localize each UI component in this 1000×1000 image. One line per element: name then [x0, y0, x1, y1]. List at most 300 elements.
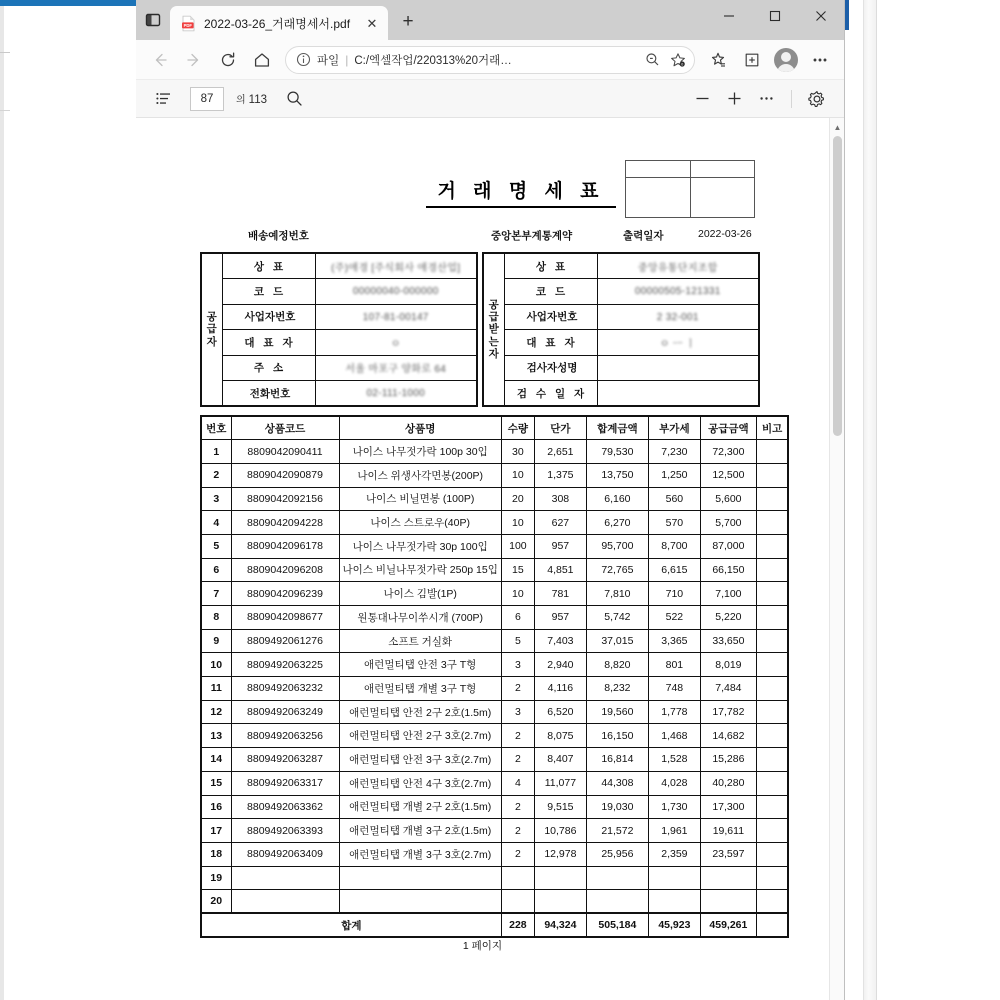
cell-num: 3 [201, 487, 231, 511]
cell-num: 7 [201, 582, 231, 606]
pdf-settings-button[interactable] [802, 84, 832, 114]
cell-name: 애런멀티탭 개별 2구 2호(1.5m) [339, 795, 501, 819]
cell-price: 4,851 [534, 558, 586, 582]
cell-sum: 95,700 [586, 534, 648, 558]
supplier-label-1: 코 드 [222, 279, 315, 305]
col-header-code: 상품코드 [231, 416, 339, 440]
home-icon [253, 51, 271, 69]
col-header-name: 상품명 [339, 416, 501, 440]
cell-code: 8809492063249 [231, 700, 339, 724]
cell-vat: 710 [648, 582, 700, 606]
total-note [756, 913, 788, 937]
total-supply: 459,261 [700, 913, 756, 937]
search-icon [286, 90, 303, 107]
cell-code: 8809042092156 [231, 487, 339, 511]
buyer-value-4 [597, 355, 759, 381]
cell-sum: 8,820 [586, 653, 648, 677]
total-vat: 45,923 [648, 913, 700, 937]
items-table-head [201, 416, 788, 440]
svg-text:0: 0 [681, 62, 684, 66]
cell-supply: 5,220 [700, 606, 756, 630]
favorite-star-icon[interactable] [668, 50, 688, 70]
buyer-value-0: 중앙유통단지조합 [597, 253, 759, 279]
cell-num: 4 [201, 511, 231, 535]
tab-actions-button[interactable] [136, 0, 170, 40]
cell-price: 8,075 [534, 724, 586, 748]
cell-sum [586, 890, 648, 914]
toolbar-divider [791, 90, 792, 108]
background-window-edge [0, 6, 4, 1000]
cell-price: 9,515 [534, 795, 586, 819]
cell-supply: 23,597 [700, 842, 756, 866]
page-of-label: 의 [236, 95, 246, 106]
file-scheme-label: 파일 [317, 54, 340, 67]
cell-note [756, 819, 788, 843]
cell-name: 나이스 비닐면봉 (100P) [339, 487, 501, 511]
cell-price: 4,116 [534, 677, 586, 701]
cell-name: 애런멀티탭 안전 2구 2호(1.5m) [339, 700, 501, 724]
cell-num: 15 [201, 771, 231, 795]
cell-num: 17 [201, 819, 231, 843]
cell-name: 애런멀티탭 안전 2구 3호(2.7m) [339, 724, 501, 748]
total-price: 94,324 [534, 913, 586, 937]
cell-name: 애런멀티탭 안전 3구 T형 [339, 653, 501, 677]
cell-vat: 8,700 [648, 534, 700, 558]
pdf-toolbar [136, 80, 844, 118]
cell-supply: 7,100 [700, 582, 756, 606]
cell-code: 8809042096208 [231, 558, 339, 582]
total-label: 합계 [201, 913, 501, 937]
total-qty: 228 [501, 913, 534, 937]
table-row [201, 606, 788, 630]
cell-code: 8809042090411 [231, 440, 339, 464]
cell-vat: 560 [648, 487, 700, 511]
table-row [483, 381, 759, 407]
table-row [201, 253, 477, 279]
print-date-value: 2022-03-26 [698, 228, 752, 240]
supplier-value-5: 02-111-1000 [315, 381, 477, 407]
close-icon[interactable]: ✕ [366, 15, 378, 31]
pdf-scrollbar[interactable] [829, 118, 844, 1000]
supplier-label-5: 전화번호 [222, 381, 315, 407]
pdf-search-button[interactable] [279, 84, 309, 114]
pdf-viewer[interactable] [136, 118, 844, 1000]
zoom-out-icon[interactable] [642, 50, 662, 70]
back-button[interactable] [144, 44, 176, 76]
cell-qty: 30 [501, 440, 534, 464]
background-window-scrollbar[interactable] [863, 0, 877, 1000]
cell-code: 8809492061276 [231, 629, 339, 653]
minus-icon [694, 90, 711, 107]
buyer-table [482, 252, 760, 407]
total-sum: 505,184 [586, 913, 648, 937]
cell-name: 원통대나무이쑤시개 (700P) [339, 606, 501, 630]
supplier-label-2: 사업자번호 [222, 304, 315, 330]
cell-code: 8809492063225 [231, 653, 339, 677]
cell-note [756, 842, 788, 866]
background-window-titlebar [0, 0, 136, 6]
table-row [201, 890, 788, 914]
cell-qty [501, 866, 534, 890]
pdf-file-icon [180, 15, 197, 32]
add-to-favorites-icon [743, 51, 761, 69]
cell-vat: 1,778 [648, 700, 700, 724]
cell-vat [648, 866, 700, 890]
cell-name: 애런멀티탭 개별 3구 T형 [339, 677, 501, 701]
cell-code: 8809042096178 [231, 534, 339, 558]
collections-button[interactable] [702, 44, 734, 76]
table-row [483, 330, 759, 356]
cell-vat: 1,250 [648, 463, 700, 487]
cell-name: 나이스 비닐나무젓가락 250p 15입 [339, 558, 501, 582]
address-url-text[interactable]: C:/엑셀작업/220313%20거래… [354, 54, 512, 67]
cell-sum: 7,810 [586, 582, 648, 606]
cell-vat: 1,961 [648, 819, 700, 843]
col-header-supply: 공급금액 [700, 416, 756, 440]
cell-code: 8809042090879 [231, 463, 339, 487]
cell-code: 8809042096239 [231, 582, 339, 606]
table-row [201, 330, 477, 356]
zoom-in-button[interactable] [719, 84, 749, 114]
cell-vat: 7,230 [648, 440, 700, 464]
print-date-label: 출력일자 [623, 230, 664, 242]
refresh-button[interactable] [212, 44, 244, 76]
cell-vat: 1,730 [648, 795, 700, 819]
cell-vat [648, 890, 700, 914]
cell-sum: 37,015 [586, 629, 648, 653]
minimize-button[interactable] [706, 0, 752, 32]
cell-price: 6,520 [534, 700, 586, 724]
cell-price: 957 [534, 606, 586, 630]
background-window-divider-bottom [0, 110, 10, 111]
minimize-icon [723, 10, 735, 22]
cell-code: 8809492063362 [231, 795, 339, 819]
cell-price: 8,407 [534, 748, 586, 772]
col-header-sum: 합계금액 [586, 416, 648, 440]
cell-code: 8809492063232 [231, 677, 339, 701]
back-arrow-icon [151, 51, 169, 69]
items-table [200, 415, 789, 938]
info-circle-icon[interactable] [296, 52, 311, 67]
page-total-label [236, 91, 267, 106]
background-window-divider-top [0, 52, 10, 53]
table-row [483, 253, 759, 279]
cell-vat: 6,615 [648, 558, 700, 582]
buyer-value-2: 2 32-001 [597, 304, 759, 330]
browser-tab[interactable] [170, 6, 388, 40]
cell-price: 308 [534, 487, 586, 511]
maximize-button[interactable] [752, 0, 798, 32]
buyer-label-1: 코 드 [504, 279, 597, 305]
buyer-label-2: 사업자번호 [504, 304, 597, 330]
cell-supply [700, 866, 756, 890]
cell-vat: 522 [648, 606, 700, 630]
cell-qty: 20 [501, 487, 534, 511]
cell-num: 19 [201, 866, 231, 890]
cell-vat: 801 [648, 653, 700, 677]
cell-code [231, 890, 339, 914]
cell-sum: 5,742 [586, 606, 648, 630]
buyer-value-5 [597, 381, 759, 407]
table-row [483, 279, 759, 305]
table-of-contents-icon [155, 90, 172, 107]
cell-qty: 10 [501, 463, 534, 487]
items-header-row [201, 416, 788, 440]
col-header-price: 단가 [534, 416, 586, 440]
page-title: 거 래 명 세 표 [426, 176, 616, 208]
cell-vat: 3,365 [648, 629, 700, 653]
cell-sum: 6,160 [586, 487, 648, 511]
cell-qty: 6 [501, 606, 534, 630]
table-row [201, 381, 477, 407]
buyer-side-label: 공급받는자 [483, 253, 504, 406]
cell-qty: 3 [501, 653, 534, 677]
cell-supply: 17,782 [700, 700, 756, 724]
profile-button[interactable] [770, 44, 802, 76]
table-row [201, 582, 788, 606]
cell-num: 16 [201, 795, 231, 819]
cell-supply: 15,286 [700, 748, 756, 772]
table-of-contents-button[interactable] [148, 84, 178, 114]
zoom-out-button[interactable] [687, 84, 717, 114]
cell-qty: 15 [501, 558, 534, 582]
new-tab-button[interactable]: + [402, 11, 414, 32]
total-row [201, 913, 788, 937]
cell-name: 나이스 나무젓가락 100p 30입 [339, 440, 501, 464]
close-icon [815, 10, 827, 22]
cell-supply: 19,611 [700, 819, 756, 843]
cell-name: 나이스 김발(1P) [339, 582, 501, 606]
browser-window [136, 0, 845, 1000]
table-row [201, 304, 477, 330]
cell-name: 애런멀티탭 안전 4구 3호(2.7m) [339, 771, 501, 795]
browser-settings-button[interactable] [804, 44, 836, 76]
scroll-up-icon[interactable]: ▲ [833, 122, 842, 132]
table-row [201, 629, 788, 653]
cell-note [756, 511, 788, 535]
table-row [483, 304, 759, 330]
buyer-label-0: 상 표 [504, 253, 597, 279]
cell-price: 781 [534, 582, 586, 606]
items-table-body [201, 440, 788, 914]
cell-note [756, 440, 788, 464]
cell-sum: 44,308 [586, 771, 648, 795]
pdf-page [136, 118, 829, 1000]
cell-vat: 4,028 [648, 771, 700, 795]
cell-supply: 72,300 [700, 440, 756, 464]
cell-sum: 25,956 [586, 842, 648, 866]
scrollbar-thumb[interactable] [833, 136, 842, 436]
cell-supply [700, 890, 756, 914]
more-horizontal-icon [758, 90, 775, 107]
cell-num: 6 [201, 558, 231, 582]
cell-price [534, 866, 586, 890]
cell-sum: 21,572 [586, 819, 648, 843]
cell-note [756, 795, 788, 819]
cell-qty: 10 [501, 582, 534, 606]
cell-num: 12 [201, 700, 231, 724]
supplier-label-4: 주 소 [222, 355, 315, 381]
items-table-foot [201, 913, 788, 937]
cell-note [756, 866, 788, 890]
cell-sum: 8,232 [586, 677, 648, 701]
cell-note [756, 748, 788, 772]
address-separator: | [345, 52, 349, 67]
cell-note [756, 700, 788, 724]
page-total-value: 113 [248, 94, 268, 106]
supplier-value-0: (주)애경 [주식회사 애경산업] [315, 253, 477, 279]
cell-sum: 16,150 [586, 724, 648, 748]
add-to-favorites-button[interactable] [736, 44, 768, 76]
svg-text:PDF: PDF [183, 22, 192, 28]
table-row [201, 463, 788, 487]
cell-num: 8 [201, 606, 231, 630]
cell-note [756, 558, 788, 582]
forward-button[interactable] [178, 44, 210, 76]
table-row [201, 842, 788, 866]
table-row [201, 534, 788, 558]
cell-sum: 6,270 [586, 511, 648, 535]
cell-qty: 2 [501, 724, 534, 748]
collections-icon [709, 51, 727, 69]
background-window[interactable] [0, 0, 136, 1000]
table-row [201, 677, 788, 701]
cell-note [756, 771, 788, 795]
document-content [136, 118, 829, 1000]
cell-vat: 1,528 [648, 748, 700, 772]
supplier-label-0: 상 표 [222, 253, 315, 279]
cell-price: 12,978 [534, 842, 586, 866]
cell-qty: 100 [501, 534, 534, 558]
cell-price: 11,077 [534, 771, 586, 795]
cell-num: 20 [201, 890, 231, 914]
tab-strip [136, 0, 844, 40]
cell-num: 18 [201, 842, 231, 866]
cell-name: 애런멀티탭 개별 3구 2호(1.5m) [339, 819, 501, 843]
cell-name [339, 890, 501, 914]
cell-code: 8809492063393 [231, 819, 339, 843]
cell-code: 8809492063409 [231, 842, 339, 866]
table-row [201, 724, 788, 748]
table-row [201, 511, 788, 535]
cell-sum [586, 866, 648, 890]
cell-sum: 72,765 [586, 558, 648, 582]
cell-supply: 5,700 [700, 511, 756, 535]
supplier-side-label: 공급자 [201, 253, 222, 406]
cell-code: 8809492063317 [231, 771, 339, 795]
cell-name: 나이스 스트로우(40P) [339, 511, 501, 535]
cell-qty: 2 [501, 795, 534, 819]
cell-name: 소프트 거실화 [339, 629, 501, 653]
supplier-value-4: 서울 마포구 양화로 64 [315, 355, 477, 381]
page-number-input[interactable]: 87 [190, 87, 224, 111]
pdf-more-button[interactable] [751, 84, 781, 114]
gear-icon [808, 90, 826, 108]
background-accent-strip [845, 0, 849, 30]
table-row [201, 279, 477, 305]
cell-num: 14 [201, 748, 231, 772]
cell-supply: 7,484 [700, 677, 756, 701]
cell-sum: 79,530 [586, 440, 648, 464]
cell-supply: 14,682 [700, 724, 756, 748]
delivery-number-label: 배송예정번호 [248, 230, 309, 242]
cell-code: 8809042094228 [231, 511, 339, 535]
cell-price: 627 [534, 511, 586, 535]
cell-num: 5 [201, 534, 231, 558]
buyer-label-5: 검 수 일 자 [504, 381, 597, 407]
cell-price: 957 [534, 534, 586, 558]
close-window-button[interactable] [798, 0, 844, 32]
cell-qty: 4 [501, 771, 534, 795]
cell-qty: 3 [501, 700, 534, 724]
contract-label: 중앙본부계통계약 [491, 230, 573, 242]
cell-name: 애런멀티탭 개별 3구 3호(2.7m) [339, 842, 501, 866]
cell-qty: 10 [501, 511, 534, 535]
cell-num: 2 [201, 463, 231, 487]
home-button[interactable] [246, 44, 278, 76]
cell-note [756, 653, 788, 677]
table-row [201, 440, 788, 464]
supplier-label-3: 대 표 자 [222, 330, 315, 356]
maximize-icon [769, 10, 781, 22]
cell-code: 8809492063287 [231, 748, 339, 772]
cell-code [231, 866, 339, 890]
cell-num: 9 [201, 629, 231, 653]
cell-note [756, 677, 788, 701]
cell-sum: 13,750 [586, 463, 648, 487]
cell-qty: 2 [501, 842, 534, 866]
table-row [201, 700, 788, 724]
cell-qty: 2 [501, 677, 534, 701]
cell-note [756, 582, 788, 606]
page-footer: 1 페이지 [462, 940, 503, 952]
buyer-label-4: 검사자성명 [504, 355, 597, 381]
stamp-box-vline [690, 161, 691, 217]
cell-qty: 5 [501, 629, 534, 653]
address-bar[interactable] [285, 46, 695, 74]
window-controls [706, 0, 844, 32]
tab-list-icon [145, 12, 161, 28]
col-header-qty: 수량 [501, 416, 534, 440]
cell-supply: 8,019 [700, 653, 756, 677]
cell-name [339, 866, 501, 890]
cell-code: 8809042098677 [231, 606, 339, 630]
table-row [201, 771, 788, 795]
cell-supply: 33,650 [700, 629, 756, 653]
cell-vat: 2,359 [648, 842, 700, 866]
col-header-vat: 부가세 [648, 416, 700, 440]
supplier-value-3: ㅇ [315, 330, 477, 356]
table-row [201, 795, 788, 819]
navigation-toolbar [136, 40, 844, 80]
plus-icon [726, 90, 743, 107]
supplier-value-2: 107-81-00147 [315, 304, 477, 330]
table-row [201, 748, 788, 772]
col-header-no: 번호 [201, 416, 231, 440]
cell-price: 2,651 [534, 440, 586, 464]
profile-avatar-icon [774, 48, 798, 72]
table-row [201, 558, 788, 582]
cell-name: 나이스 나무젓가락 30p 100입 [339, 534, 501, 558]
table-row [483, 355, 759, 381]
cell-supply: 5,600 [700, 487, 756, 511]
cell-code: 8809492063256 [231, 724, 339, 748]
cell-price: 2,940 [534, 653, 586, 677]
pdf-toolbar-right-group [687, 84, 832, 114]
cell-num: 1 [201, 440, 231, 464]
cell-sum: 19,560 [586, 700, 648, 724]
tab-title: 2022-03-26_거래명세서.pdf [204, 16, 351, 31]
